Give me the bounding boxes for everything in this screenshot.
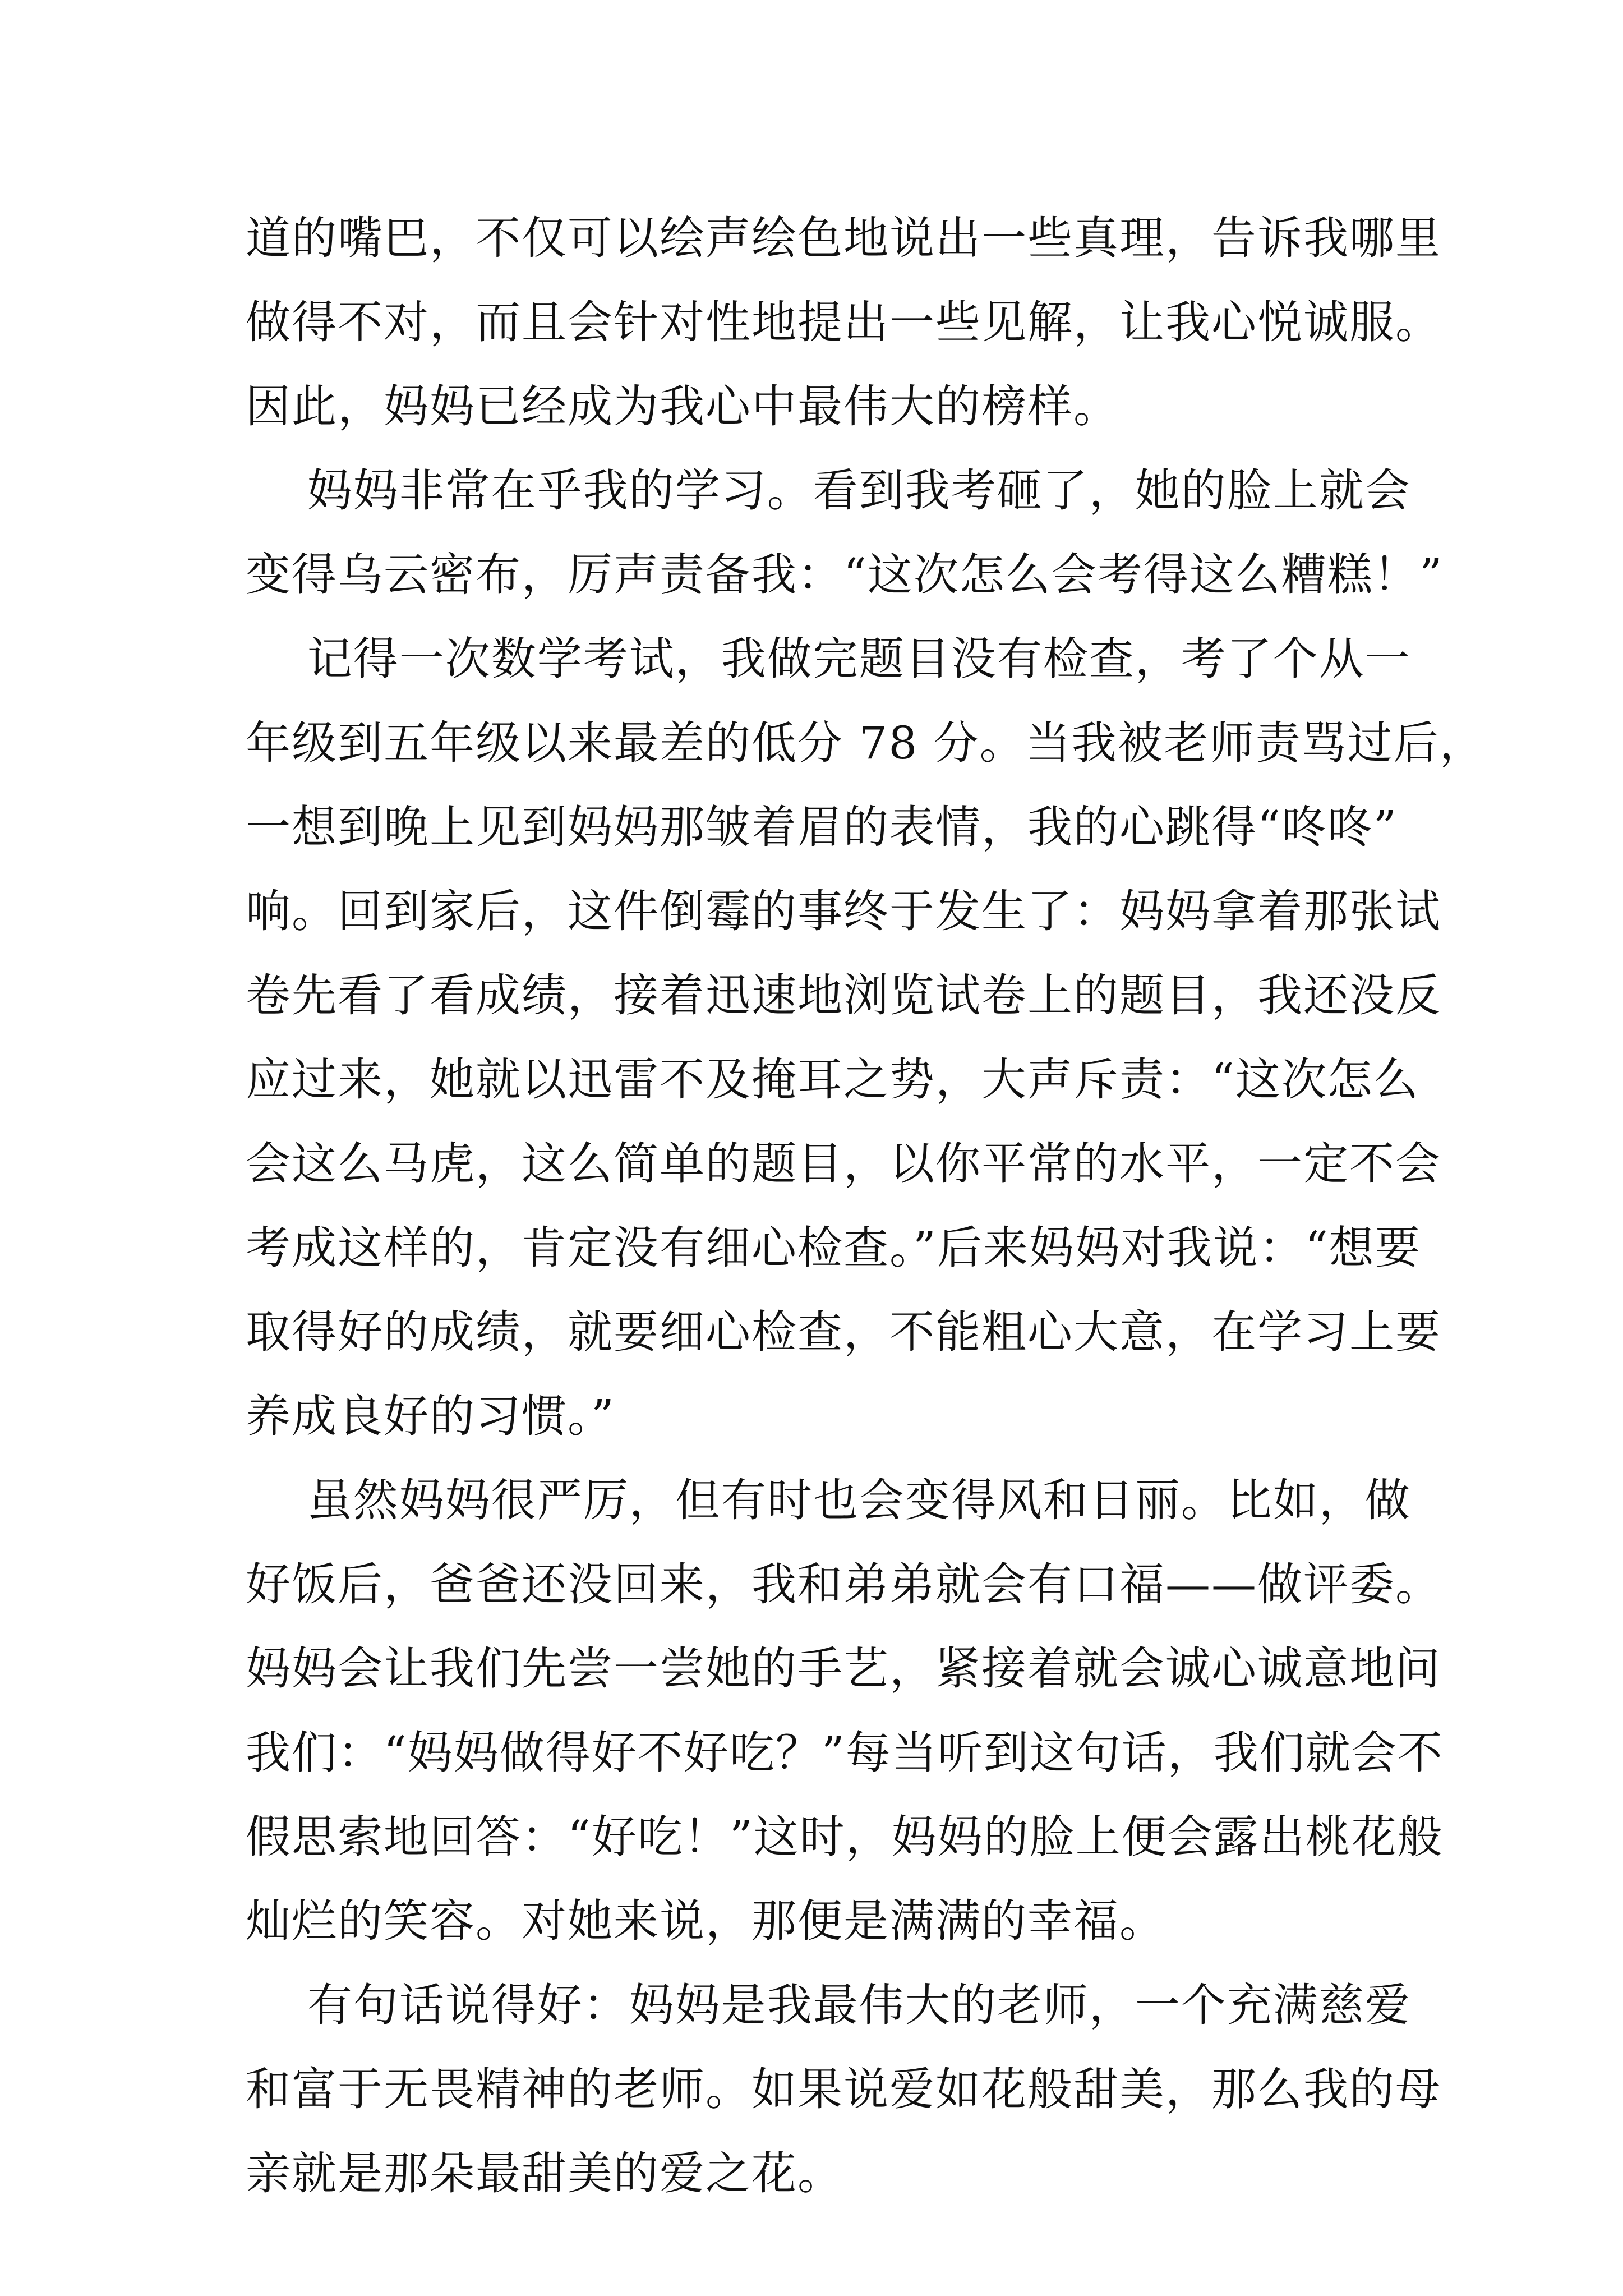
text-line: 做得不对，而且会针对性地提出一些见解，让我心悦诚服。 bbox=[246, 296, 1441, 348]
text-line: 应过来，她就以迅雷不及掩耳之势，大声斥责：“这次怎么 bbox=[246, 1053, 1419, 1106]
text-line: 虽然妈妈很严厉，但有时也会变得风和日丽。比如，做 bbox=[246, 1474, 1411, 1526]
paragraph-4 bbox=[246, 1458, 1444, 1963]
text-line: 会这么马虎，这么简单的题目，以你平常的水平，一定不会 bbox=[246, 1138, 1441, 1190]
text-line: 响。回到家后，这件倒霉的事终于发生了：妈妈拿着那张试 bbox=[246, 885, 1441, 937]
text-line: 有句话说得好：妈妈是我最伟大的老师，一个充满慈爱 bbox=[246, 1979, 1411, 2031]
text-line: 取得好的成绩，就要细心检查，不能粗心大意，在学习上要 bbox=[246, 1306, 1441, 1358]
text-line: 亲就是那朵最甜美的爱之花。 bbox=[246, 2147, 843, 2200]
text-line: 卷先看了看成绩，接着迅速地浏览试卷上的题目，我还没反 bbox=[246, 969, 1441, 1022]
text-line: 一想到晚上见到妈妈那皱着眉的表情，我的心跳得“咚咚” bbox=[246, 801, 1398, 853]
text-line: 假思索地回答：“好吃！”这时，妈妈的脸上便会露出桃花般 bbox=[246, 1811, 1444, 1863]
text-line: 好饭后，爸爸还没回来，我和弟弟就会有口福——做评委。 bbox=[246, 1558, 1441, 1611]
text-line: 灿烂的笑容。对她来说，那便是满满的幸福。 bbox=[246, 1895, 1165, 1947]
text-line: 和富于无畏精神的老师。如果说爱如花般甜美，那么我的母 bbox=[246, 2063, 1441, 2115]
paragraph-5 bbox=[246, 1963, 1441, 2216]
text-line: 变得乌云密布，厉声责备我：“这次怎么会考得这么糟糕！” bbox=[246, 549, 1444, 601]
text-line: 妈妈非常在乎我的学习。看到我考砸了，她的脸上就会 bbox=[246, 464, 1411, 517]
document-page bbox=[246, 196, 1486, 2216]
text-line: 记得一次数学考试，我做完题目没有检查，考了个从一 bbox=[246, 633, 1411, 685]
text-line: 考成这样的，肯定没有细心检查。”后来妈妈对我说：“想要 bbox=[246, 1222, 1421, 1274]
paragraph-1 bbox=[246, 196, 1441, 449]
text-line: 养成良好的习惯。” bbox=[246, 1390, 615, 1442]
paragraph-3 bbox=[246, 617, 1486, 1458]
text-line: 道的嘴巴，不仅可以绘声绘色地说出一些真理，告诉我哪里 bbox=[246, 212, 1441, 264]
text-line: 年级到五年级以来最差的低分 78 分。当我被老师责骂过后， bbox=[246, 717, 1486, 769]
text-line: 因此，妈妈已经成为我心中最伟大的榜样。 bbox=[246, 380, 1119, 432]
text-line: 我们：“妈妈做得好不好吃？”每当听到这句话，我们就会不 bbox=[246, 1727, 1444, 1779]
text-line: 妈妈会让我们先尝一尝她的手艺，紧接着就会诚心诚意地问 bbox=[246, 1642, 1441, 1695]
paragraph-2 bbox=[246, 449, 1444, 617]
